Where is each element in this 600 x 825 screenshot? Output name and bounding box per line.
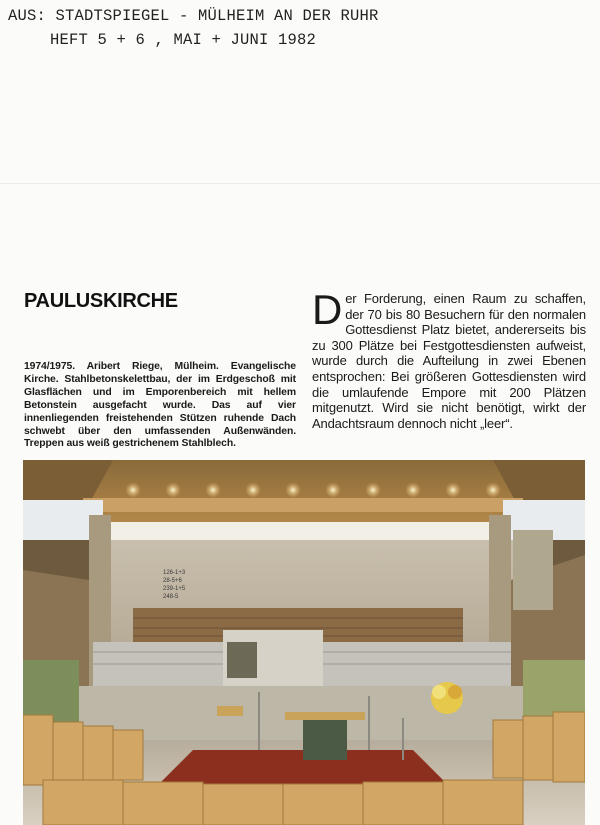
source-line-1: AUS: STADTSPIEGEL - MÜLHEIM AN DER RUHR <box>8 7 379 25</box>
article-title: PAULUSKIRCHE <box>24 290 178 312</box>
article-body <box>312 286 586 431</box>
drop-cap: D <box>312 286 343 333</box>
photo-caption: 1974/1975. Aribert Riege, Mülheim. Evangelische Kirche. Stahlbetonskelettbau, der im Erdgeschoß mit Glasflächen und im Emporenbereich mit hellem Betonstein ausgefacht wurde. Das auf vier innenliegenden freistehenden Stützen ruhende Dach schwebt über den umfassenden Außenwänden. Treppen aus weiß gestrichenem Stahlblech. <box>24 361 296 450</box>
article-body-text: er Forderung, einen Raum zu schaffen, der 70 bis 80 Besuchern für den normalen Gottesdienst Platz bietet, andererseits bis zu 300 Plätze bei Festgottesdiensten aufweist, wurde durch die Aufteilung in zwei Ebenen entsprochen: Bei größeren Gottesdiensten wird die umlaufende Empore mit 200 Plätzen mitgenutzt. Wird sie nicht benötigt, wirkt der Andachtsraum dennoch nicht „leer“. <box>312 291 586 431</box>
hymn-number: 239-1+5 <box>163 586 186 592</box>
hymn-number: 248-5 <box>163 594 179 600</box>
church-interior-photo <box>23 460 585 825</box>
hymn-number: 28-5+6 <box>163 578 182 584</box>
hymn-number: 126-1+3 <box>163 570 186 576</box>
source-line-2: HEFT 5 + 6 , MAI + JUNI 1982 <box>50 31 317 49</box>
page-fold-line <box>0 183 600 184</box>
typed-source-note <box>8 4 379 52</box>
